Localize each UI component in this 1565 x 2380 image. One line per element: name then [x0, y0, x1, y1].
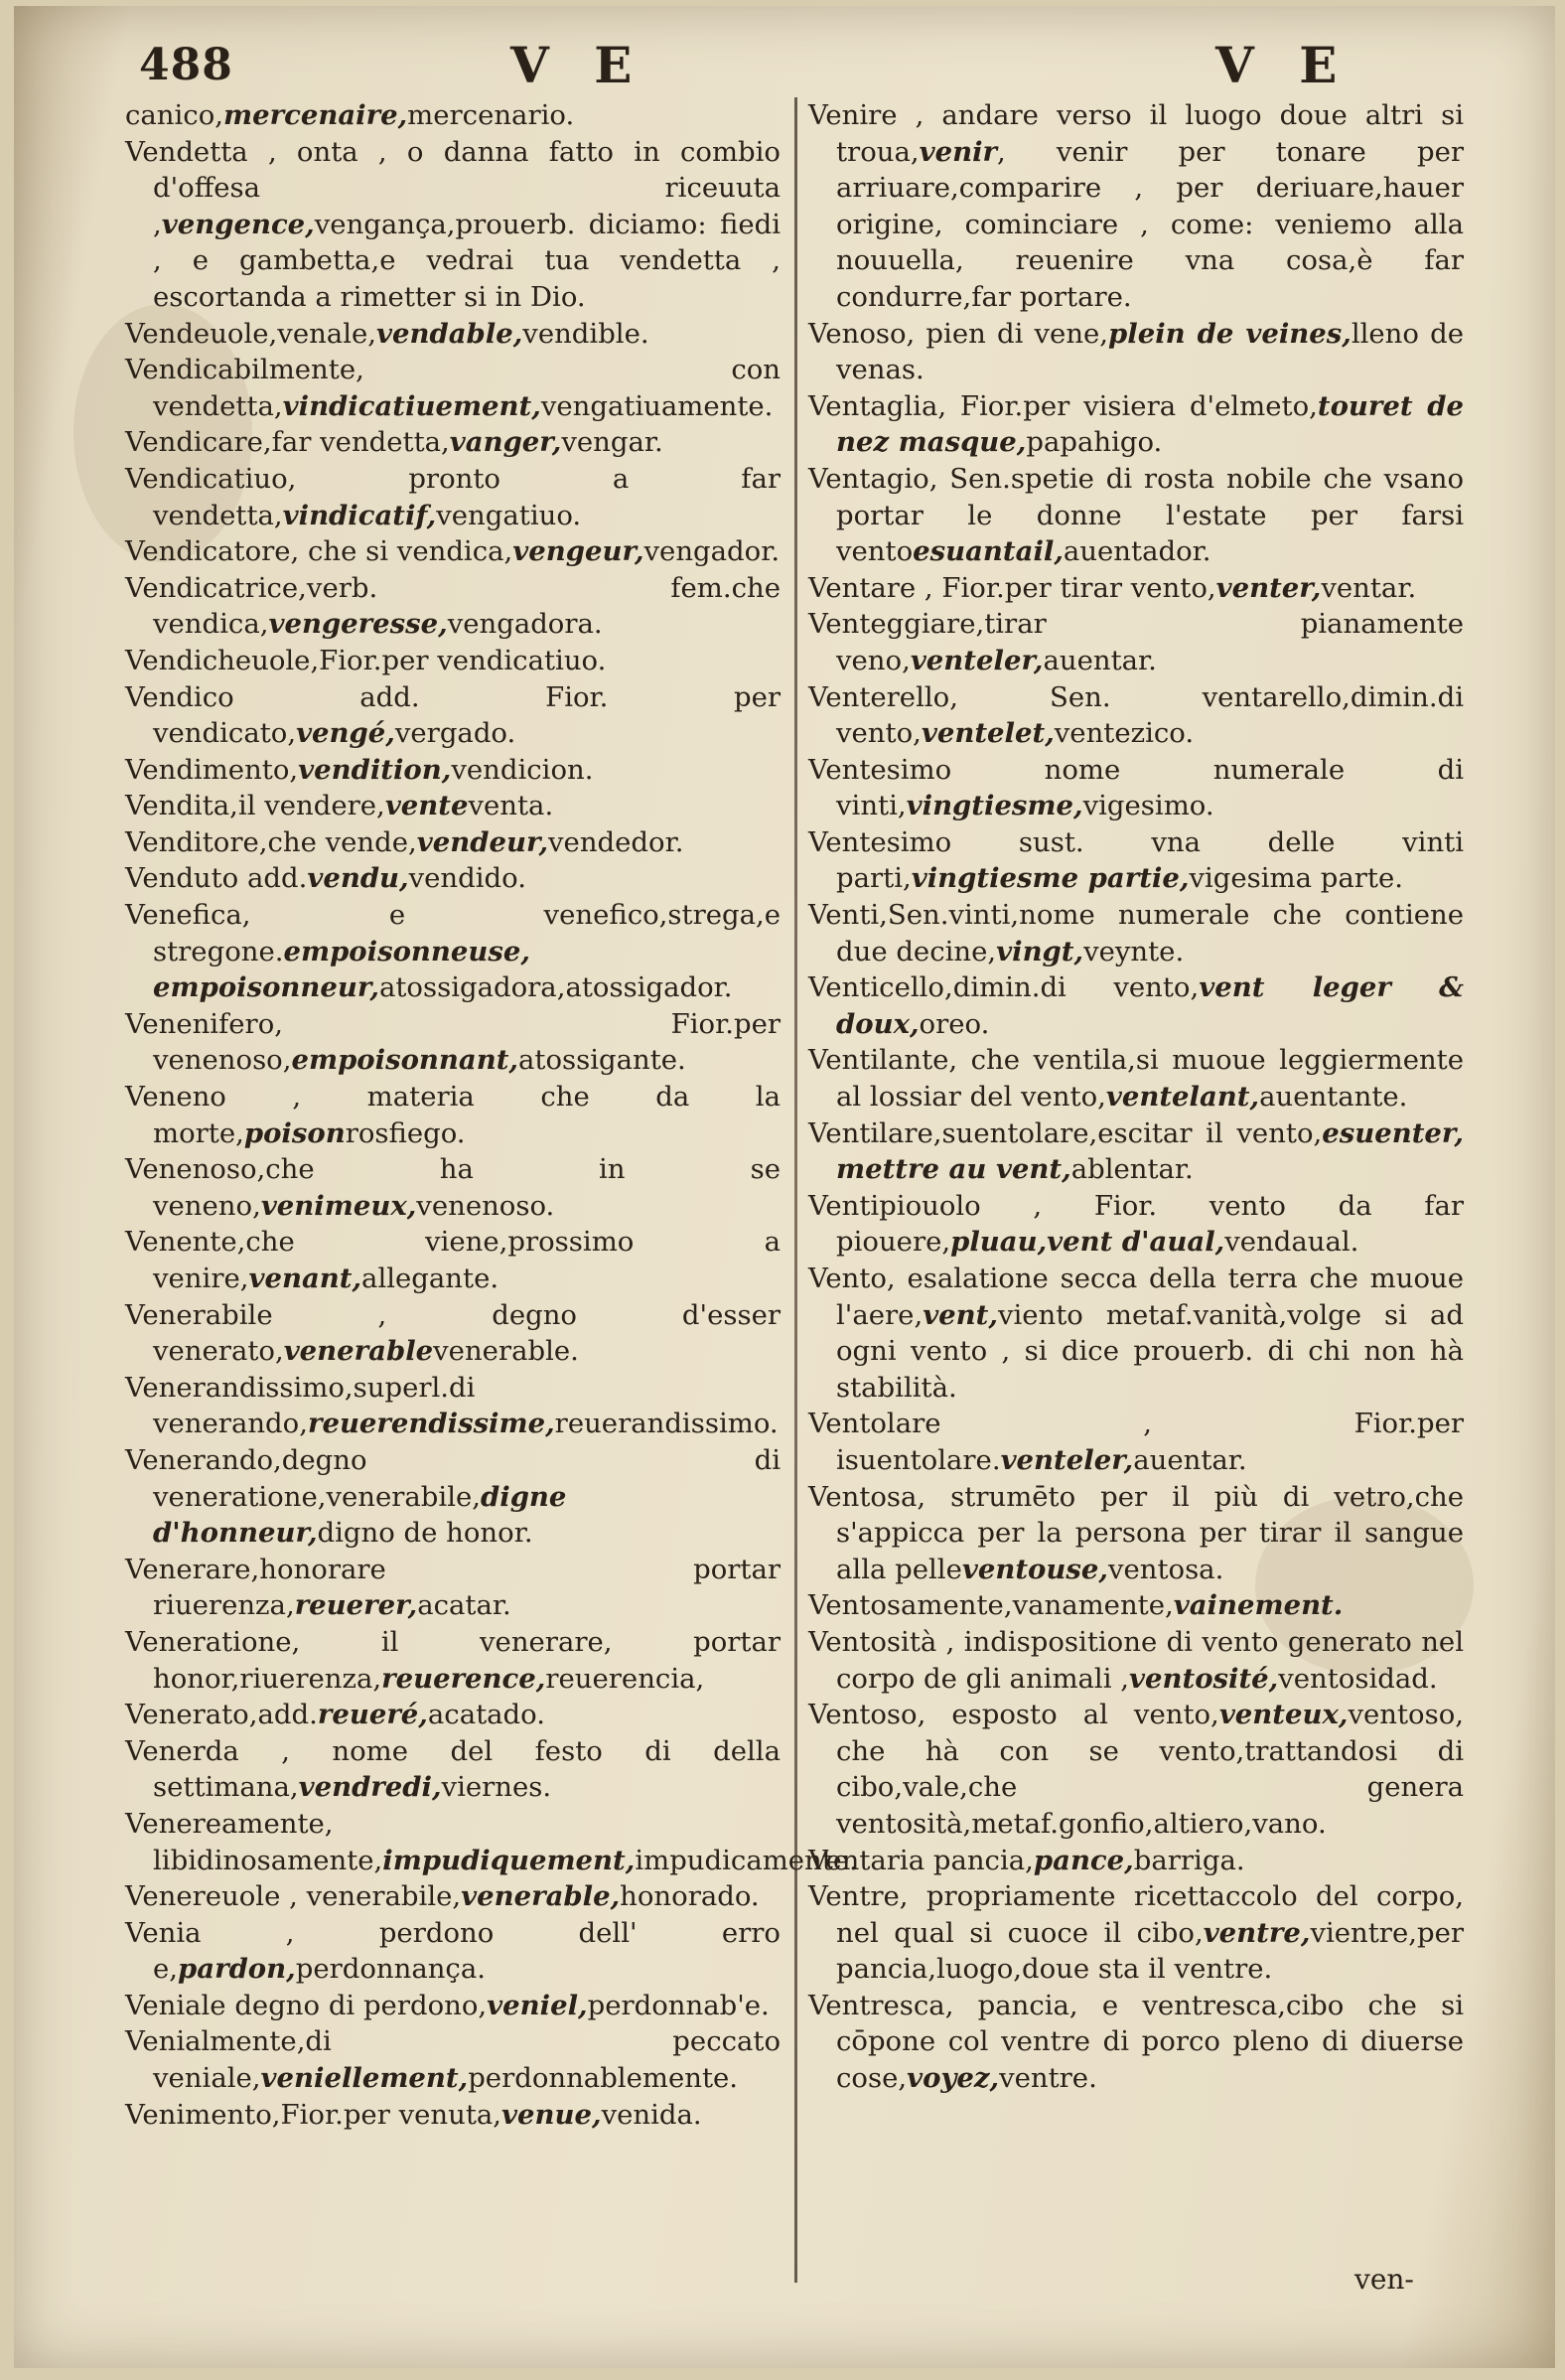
entry-spanish: vergado.: [394, 717, 516, 750]
dictionary-entry: [125, 1297, 781, 1370]
entry-italian: Ventilare,suentolare,escitar il vento,: [808, 1116, 1323, 1149]
dictionary-entry: [808, 1116, 1464, 1188]
dictionary-entry: [125, 97, 781, 134]
entry-french: vendable,: [376, 317, 523, 350]
entry-spanish: auentador.: [1063, 535, 1211, 568]
entry-french: vindicatiuement,: [282, 389, 541, 422]
book-page: [14, 6, 1555, 2368]
entry-italian: Vendicatrice,verb. fem.che vendica,: [125, 571, 781, 641]
dictionary-entry: [125, 461, 781, 533]
entry-french: vente: [384, 790, 469, 822]
entry-italian: Venimento,Fior.per venuta,: [125, 2098, 502, 2131]
dictionary-entry: [808, 606, 1464, 678]
entry-french: venteler,: [910, 644, 1044, 676]
dictionary-entry: [808, 316, 1464, 388]
entry-italian: Vendimento,: [125, 753, 299, 786]
entry-italian: Vendicabilmente, con vendetta,: [125, 354, 781, 422]
entry-french: venerable,: [461, 1880, 621, 1913]
entry-french: venimeux,: [260, 1189, 417, 1222]
entry-italian: Venenifero, Fior.per venenoso,: [125, 1007, 781, 1077]
right-running-head: V E: [1215, 36, 1352, 94]
entry-italian: Ventosità , indispositione di vento generato nel corpo de gli animali ,: [808, 1625, 1464, 1695]
entry-italian: Venire , andare verso il luogo doue altri si troua,: [808, 99, 1464, 168]
entry-spanish: reuerencia,: [545, 1662, 705, 1695]
entry-italian: Ventolare , Fior.per isuentolare.: [808, 1408, 1464, 1476]
entry-french: pance,: [1033, 1844, 1134, 1876]
dictionary-entry: [125, 1079, 781, 1151]
entry-italian: Vendita,il vendere,: [125, 790, 385, 822]
entry-french: vendu,: [307, 862, 409, 895]
entry-italian: Vendicatore, che si vendica,: [125, 535, 513, 568]
entry-french: voyez,: [907, 2062, 1000, 2095]
entry-spanish: allegante.: [361, 1263, 499, 1294]
dictionary-entry: [125, 1624, 781, 1697]
entry-spanish: viento metaf.vanità,volge si ad ogni vento , si dice prouerb. di chi non hà stabilità.: [836, 1298, 1464, 1404]
entry-italian: Veneratione, il venerare, portar honor,riuerenza,: [125, 1625, 781, 1695]
entry-spanish: vigesima parte.: [1189, 862, 1403, 895]
entry-spanish: acatar.: [417, 1589, 511, 1622]
dictionary-entry: [808, 1624, 1464, 1697]
entry-french: mercenaire,: [223, 99, 408, 131]
dictionary-entry: [125, 897, 781, 1006]
entry-spanish: lleno de venas.: [836, 317, 1464, 386]
dictionary-entry: [808, 969, 1464, 1042]
entry-italian: Ventaglia, Fior.per visiera d'elmeto,: [808, 389, 1318, 422]
entry-spanish: vengatiuo.: [436, 499, 582, 531]
entry-french: poison: [243, 1116, 346, 1149]
dictionary-entry: [808, 1479, 1464, 1588]
entry-french: plein de veines,: [1108, 317, 1352, 350]
entry-italian: Venenoso,che ha in se veneno,: [125, 1153, 781, 1222]
entry-french: ventelet,: [921, 717, 1055, 750]
entry-italian: Venoso, pien di vene,: [808, 317, 1109, 350]
entry-italian: Ventoso, esposto al vento,: [808, 1699, 1219, 1731]
entry-french: vainement.: [1173, 1589, 1344, 1622]
entry-italian: Venerandissimo,superl.di venerando,: [125, 1371, 476, 1440]
entry-italian: Ventosa, strumēto per il più di vetro,che s'appicca per la persona per tirar il sangue alla pelle: [808, 1480, 1464, 1585]
dictionary-entry: [125, 1370, 781, 1442]
entry-spanish: mercenario.: [407, 99, 575, 131]
entry-spanish: vigesimo.: [1082, 790, 1214, 822]
entry-french: venteux,: [1218, 1699, 1349, 1731]
dictionary-entry: [808, 1406, 1464, 1478]
dictionary-entry: [808, 897, 1464, 969]
entry-spanish: auentar.: [1133, 1443, 1247, 1476]
entry-spanish: vendido.: [408, 862, 526, 895]
entry-french: veniel,: [487, 1989, 588, 2021]
page-number: 488: [139, 40, 233, 90]
entry-italian: Venerando,degno di veneratione,venerabile,: [125, 1443, 781, 1513]
entry-french: reueré,: [317, 1699, 428, 1731]
entry-spanish: veynte.: [1083, 935, 1185, 967]
dictionary-entry: [808, 570, 1464, 607]
entry-italian: Ventesimo nome numerale di vinti,: [808, 753, 1464, 822]
entry-french: venant,: [248, 1263, 362, 1294]
entry-italian: Venia , perdono dell' erro e,: [125, 1916, 781, 1986]
catchword: ven-: [1354, 2263, 1414, 2296]
entry-french: venerable: [283, 1335, 434, 1368]
entry-italian: Venti,Sen.vinti,nome numerale che contiene due decine,: [808, 899, 1464, 967]
entry-french: ventre,: [1203, 1916, 1311, 1949]
entry-spanish: ventezico.: [1054, 717, 1195, 750]
entry-spanish: vengança,prouerb. diciamo: fiedi , e gambetta,e vedrai tua vendetta , escortanda a rimetter si in Dio.: [153, 208, 781, 313]
entry-french: vindicatif,: [282, 499, 437, 531]
entry-spanish: vendaual.: [1224, 1226, 1359, 1259]
dictionary-entry: [125, 679, 781, 752]
dictionary-entry: [125, 1733, 781, 1806]
entry-french: empoisonneuse, empoisonneur,: [153, 935, 530, 1004]
entry-french: vent leger & doux,: [836, 971, 1465, 1040]
entry-italian: Venefica, e venefico,strega,e stregone.: [125, 899, 781, 967]
entry-french: touret de nez masque,: [836, 389, 1464, 459]
entry-spanish: digno de honor.: [317, 1517, 533, 1550]
dictionary-entry: [125, 134, 781, 316]
dictionary-entry: [125, 1915, 781, 1988]
entry-spanish: rosfiego.: [345, 1116, 466, 1149]
entry-italian: Venerda , nome del festo di della settimana,: [125, 1734, 781, 1804]
entry-italian: Veneno , materia che da la morte,: [125, 1081, 781, 1149]
dictionary-entry: [125, 424, 781, 461]
entry-french: pluau,vent d'aual,: [950, 1226, 1225, 1259]
dictionary-entry: [808, 752, 1464, 824]
entry-italian: Ventipiouolo , Fior. vento da far piouere,: [808, 1189, 1464, 1259]
dictionary-entry: [125, 643, 781, 679]
dictionary-entry: [125, 824, 781, 861]
entry-italian: Vendetta , onta , o danna fatto in combio d'offesa riceuuta ,: [125, 135, 781, 240]
dictionary-entry: [808, 679, 1464, 752]
entry-french: vingt,: [996, 935, 1084, 967]
entry-french: venue,: [501, 2098, 602, 2131]
entry-italian: Veniale degno di perdono,: [125, 1989, 488, 2021]
dictionary-entry: [808, 1261, 1464, 1406]
entry-french: vengeresse,: [268, 608, 448, 641]
entry-italian: Vendeuole,venale,: [125, 317, 377, 350]
entry-italian: Venerare,honorare portar riuerenza,: [125, 1553, 781, 1622]
entry-spanish: perdonnança.: [295, 1953, 486, 1986]
entry-spanish: atossigante.: [518, 1044, 686, 1077]
entry-italian: Ventilante, che ventila,si muoue leggiermente al lossiar del vento,: [808, 1044, 1464, 1114]
entry-spanish: ablentar.: [1070, 1153, 1194, 1186]
entry-italian: Vendicare,far vendetta,: [125, 426, 450, 459]
entry-italian: Venente,che viene,prossimo a venire,: [125, 1226, 781, 1294]
entry-french: vengé,: [296, 717, 395, 750]
entry-italian: Ventare , Fior.per tirar vento,: [808, 571, 1216, 604]
entry-italian: Ventresca, pancia, e ventresca,cibo che si cōpone col ventre di porco pleno di diuerse cose,: [808, 1989, 1464, 2095]
entry-italian: Vento, esalatione secca della terra che muoue l'aere,: [808, 1263, 1464, 1331]
dictionary-entry: [808, 824, 1464, 897]
entry-french: impudiquement,: [382, 1844, 636, 1876]
dictionary-entry: [808, 97, 1464, 316]
left-running-head: V E: [510, 36, 646, 94]
entry-french: venteler,: [1000, 1443, 1134, 1476]
entry-italian: Venduto add.: [125, 862, 308, 895]
entry-french: vingtiesme,: [906, 790, 1083, 822]
dictionary-entry: [808, 1697, 1464, 1842]
dictionary-entry: [125, 316, 781, 353]
entry-italian: Ventagio, Sen.spetie di rosta nobile che vsano portar le donne l'estate per farsi vento: [808, 462, 1464, 568]
entry-french: ventelant,: [1105, 1081, 1260, 1114]
dictionary-entry: [808, 1878, 1464, 1988]
page-header: [14, 34, 1555, 93]
entry-spanish: papahigo.: [1026, 426, 1163, 459]
entry-french: veniellement,: [260, 2062, 469, 2095]
entry-italian: canico,: [125, 99, 224, 131]
entry-italian: Vendicatiuo, pronto a far vendetta,: [125, 462, 781, 531]
entry-french: vingtiesme partie,: [911, 862, 1190, 895]
entry-spanish: vengar.: [561, 426, 663, 459]
entry-french: vendeur,: [416, 825, 549, 858]
entry-italian: Vendicheuole,Fior.per vendicatiuo.: [125, 644, 607, 676]
entry-spanish: auentante.: [1259, 1081, 1408, 1114]
dictionary-entry: [808, 1042, 1464, 1115]
dictionary-entry: [125, 788, 781, 824]
dictionary-entry: [125, 1878, 781, 1915]
entry-spanish: perdonnablemente.: [468, 2062, 739, 2095]
entry-spanish: venta.: [468, 790, 554, 822]
entry-spanish: acatado.: [427, 1699, 545, 1731]
dictionary-entry: [125, 1151, 781, 1224]
entry-spanish: ventoso, che hà con se vento,trattandosi di cibo,vale,che genera ventosità,metaf.gonfio,altiero,vano.: [836, 1699, 1464, 1840]
entry-spanish: barriga.: [1133, 1844, 1245, 1876]
entry-french: esuenter, mettre au vent,: [836, 1116, 1464, 1186]
entry-french: venir: [919, 135, 998, 168]
entry-italian: Venialmente,di peccato veniale,: [125, 2025, 781, 2095]
dictionary-entry: [808, 1188, 1464, 1261]
entry-spanish: ventosidad.: [1278, 1662, 1438, 1695]
entry-italian: Venticello,dimin.di vento,: [808, 971, 1200, 1004]
entry-french: esuantail,: [913, 535, 1064, 568]
entry-italian: Venteggiare,tirar pianamente veno,: [808, 608, 1464, 676]
entry-french: venter,: [1215, 571, 1322, 604]
dictionary-entry: [808, 461, 1464, 570]
entry-spanish: vengadora.: [447, 608, 603, 641]
entry-french: reuerence,: [381, 1662, 546, 1695]
dictionary-entry: [125, 1224, 781, 1296]
dictionary-entry: [808, 388, 1464, 461]
entry-french: vent,: [923, 1298, 998, 1331]
entry-spanish: honorado.: [620, 1880, 760, 1913]
entry-spanish: impudicamente.: [635, 1844, 858, 1876]
dictionary-entry: [125, 570, 781, 643]
entry-spanish: auentar.: [1043, 644, 1157, 676]
dictionary-entry: [125, 1442, 781, 1552]
entry-spanish: ventre.: [999, 2062, 1097, 2095]
entry-spanish: vendedor.: [548, 825, 684, 858]
entry-spanish: vendicion.: [451, 753, 594, 786]
entry-french: ventouse,: [961, 1553, 1108, 1585]
entry-spanish: ventar.: [1321, 571, 1417, 604]
entry-french: ventosité,: [1129, 1662, 1279, 1695]
entry-french: reuerer,: [294, 1589, 418, 1622]
entry-spanish: reuerandissimo.: [554, 1408, 779, 1440]
entry-spanish: vientre,per pancia,luogo,doue sta il ventre.: [836, 1916, 1464, 1986]
entry-french: empoisonnant,: [291, 1044, 518, 1077]
dictionary-entry: [125, 752, 781, 789]
entry-spanish: venenoso.: [416, 1189, 555, 1222]
entry-spanish: vengador.: [643, 535, 781, 568]
entry-spanish: vendible.: [522, 317, 649, 350]
dictionary-entry: [125, 533, 781, 570]
dictionary-entry: [125, 860, 781, 897]
dictionary-entry: [125, 352, 781, 424]
dictionary-entry: [808, 1988, 1464, 2097]
entry-italian: Ventesimo sust. vna delle vinti parti,: [808, 825, 1464, 895]
entry-french: vendition,: [298, 753, 452, 786]
dictionary-entry: [125, 1697, 781, 1733]
entry-italian: Venereuole , venerabile,: [125, 1880, 462, 1913]
entry-spanish: ventosa.: [1107, 1553, 1224, 1585]
entry-italian: Venerato,add.: [125, 1699, 318, 1731]
entry-italian: Venterello, Sen. ventarello,dimin.di vento,: [808, 680, 1464, 750]
entry-spanish: venerable.: [433, 1335, 579, 1368]
dictionary-entry: [125, 2097, 781, 2134]
entry-italian: Vendico add. Fior. per vendicato,: [125, 680, 781, 750]
entry-italian: Ventre, propriamente ricettaccolo del corpo, nel qual si cuoce il cibo,: [808, 1880, 1464, 1949]
entry-italian: Venereamente, libidinosamente,: [125, 1807, 383, 1876]
entry-italian: Venerabile , degno d'esser venerato,: [125, 1298, 781, 1368]
entry-spanish: vengatiuamente.: [540, 389, 774, 422]
entry-spanish: viernes.: [441, 1771, 552, 1804]
entry-french: vendredi,: [298, 1771, 442, 1804]
entry-italian: Ventaria pancia,: [808, 1844, 1034, 1876]
entry-spanish: atossigadora,atossigador.: [378, 971, 733, 1004]
dictionary-entry: [125, 2023, 781, 2096]
dictionary-entry: [808, 1843, 1464, 1879]
entry-french: reuerendissime,: [307, 1408, 555, 1440]
dictionary-entry: [808, 1587, 1464, 1624]
left-column: [125, 97, 858, 2133]
entry-french: vengence,: [161, 208, 315, 240]
right-column: [808, 97, 1464, 2097]
entry-spanish: , venir per tonare per arriuare,comparire , per deriuare,hauer origine, cominciare , come: veniemo alla nouuella, reuenire vna cosa,è far condurre,far portare.: [836, 135, 1464, 313]
entry-spanish: perdonnab'e.: [587, 1989, 770, 2021]
entry-french: digne d'honneur,: [153, 1480, 567, 1550]
entry-french: pardon,: [178, 1953, 296, 1986]
entry-italian: Venditore,che vende,: [125, 825, 417, 858]
entry-french: vengeur,: [512, 535, 644, 568]
entry-french: vanger,: [449, 426, 562, 459]
entry-spanish: oreo.: [919, 1007, 990, 1040]
dictionary-entry: [125, 1988, 781, 2024]
entry-spanish: venida.: [601, 2098, 702, 2131]
entry-italian: Ventosamente,vanamente,: [808, 1589, 1174, 1622]
dictionary-entry: [125, 1806, 858, 1878]
dictionary-entry: [125, 1006, 781, 1079]
dictionary-entry: [125, 1552, 781, 1624]
column-divider: [794, 97, 797, 2283]
